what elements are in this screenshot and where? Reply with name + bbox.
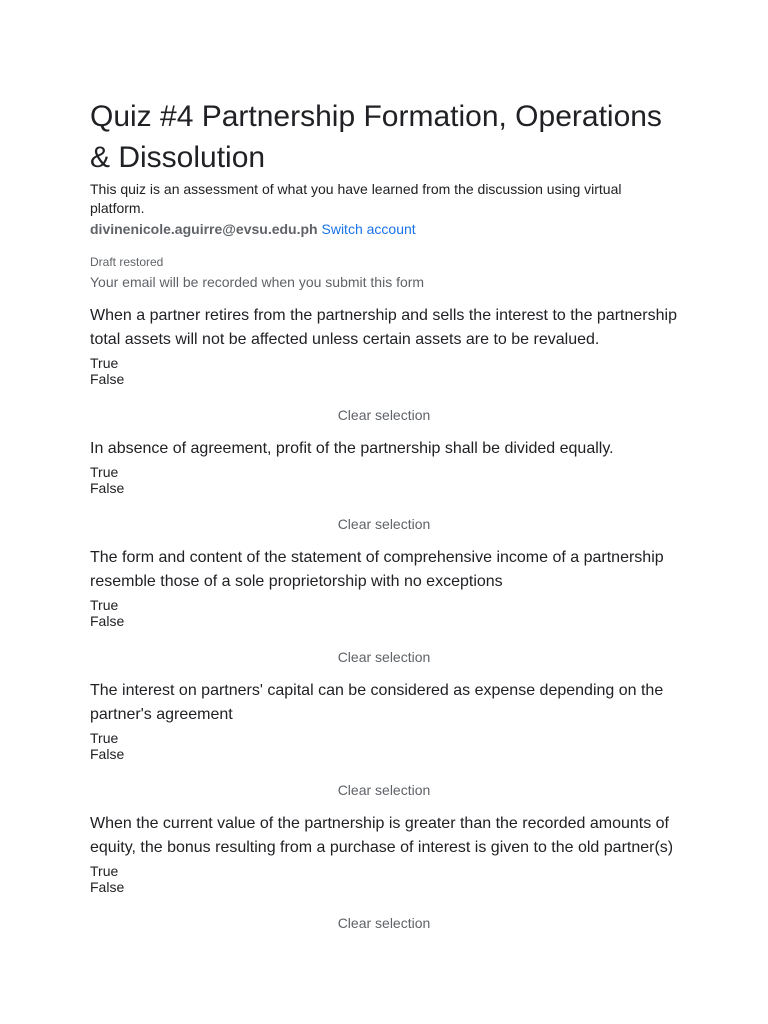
account-line — [90, 219, 678, 239]
option-true[interactable]: True — [90, 863, 119, 879]
question-item — [90, 546, 678, 666]
option-true[interactable]: True — [90, 730, 119, 746]
option-list — [90, 597, 678, 629]
form-title: Quiz #4 Partnership Formation, Operations & Dissolution — [90, 100, 662, 174]
clear-selection-button[interactable]: Clear selection — [337, 915, 431, 931]
option-false[interactable]: False — [90, 480, 125, 496]
option-false[interactable]: False — [90, 746, 125, 762]
question-text: The interest on partners' capital can be considered as expense depending on the partner's agreement — [90, 682, 664, 723]
form-container — [90, 96, 678, 932]
option-false[interactable]: False — [90, 371, 125, 387]
question-text: When a partner retires from the partnership and sells the interest to the partnership total assets will not be affected unless certain assets are to be revalued. — [90, 307, 677, 348]
question-text: When the current value of the partnership is greater than the recorded amounts of equity, the bonus resulting from a purchase of interest is given to the old partner(s) — [90, 815, 674, 856]
switch-account-link[interactable]: Switch account — [321, 221, 416, 237]
email-record-note: Your email will be recorded when you submit this form — [90, 274, 425, 290]
option-list — [90, 464, 678, 496]
option-false[interactable]: False — [90, 613, 125, 629]
option-true[interactable]: True — [90, 355, 119, 371]
question-text: The form and content of the statement of comprehensive income of a partnership resemble those of a sole proprietorship with no exceptions — [90, 549, 664, 590]
question-item — [90, 679, 678, 799]
question-item — [90, 304, 678, 424]
draft-status: Draft restored — [90, 255, 164, 269]
question-text: In absence of agreement, profit of the partnership shall be divided equally. — [90, 440, 614, 457]
question-item — [90, 812, 678, 932]
form-description: This quiz is an assessment of what you have learned from the discussion using virtual platform. — [90, 181, 622, 216]
clear-selection-button[interactable]: Clear selection — [337, 516, 431, 532]
option-false[interactable]: False — [90, 879, 125, 895]
clear-selection-button[interactable]: Clear selection — [337, 407, 431, 423]
account-email: divinenicole.aguirre@evsu.edu.ph — [90, 221, 318, 237]
option-list — [90, 863, 678, 895]
option-list — [90, 355, 678, 387]
option-list — [90, 730, 678, 762]
option-true[interactable]: True — [90, 464, 119, 480]
question-item — [90, 437, 678, 533]
option-true[interactable]: True — [90, 597, 119, 613]
clear-selection-button[interactable]: Clear selection — [337, 782, 431, 798]
clear-selection-button[interactable]: Clear selection — [337, 649, 431, 665]
